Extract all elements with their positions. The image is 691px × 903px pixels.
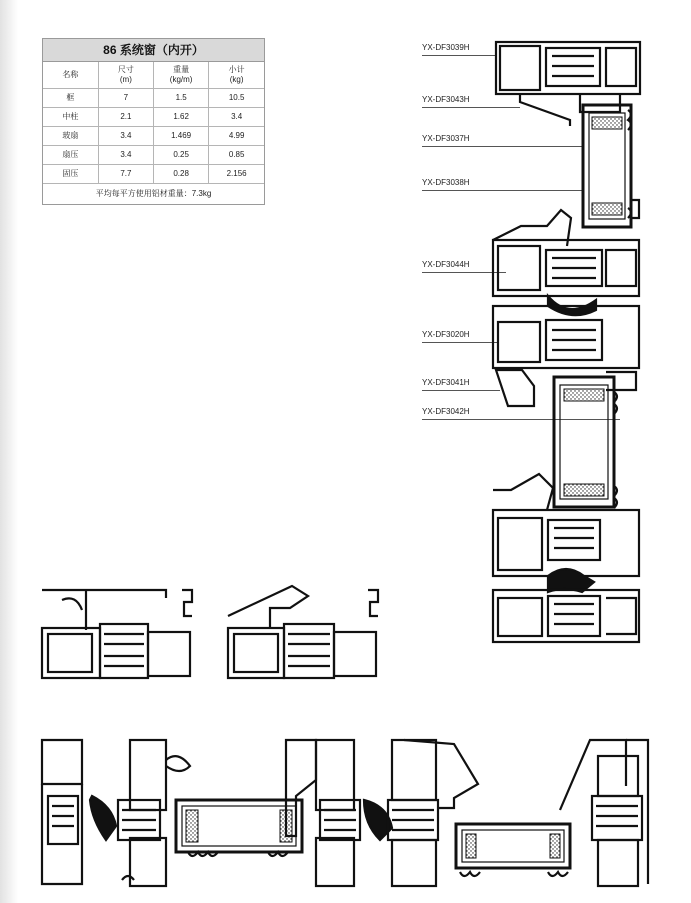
row-name: 玻扇 xyxy=(43,126,98,145)
row-size: 3.4 xyxy=(98,145,153,164)
horizontal-section-bottom-left xyxy=(42,740,316,886)
row-weight: 1.5 xyxy=(154,88,209,107)
row-subtotal: 10.5 xyxy=(209,88,264,107)
row-weight: 0.28 xyxy=(154,164,209,183)
row-name: 框 xyxy=(43,88,98,107)
profile-label-3043: YX-DF3043H xyxy=(422,95,470,104)
profile-label-3020: YX-DF3020H xyxy=(422,330,470,339)
row-name: 扇压 xyxy=(43,145,98,164)
row-subtotal: 4.99 xyxy=(209,126,264,145)
row-name: 中柱 xyxy=(43,107,98,126)
header-size: 尺寸 (m) xyxy=(98,62,153,88)
row-size: 2.1 xyxy=(98,107,153,126)
profile-label-3037: YX-DF3037H xyxy=(422,134,470,143)
header-subtotal: 小计 (kg) xyxy=(209,62,264,88)
header-name: 名称 xyxy=(43,62,98,88)
horizontal-section-bottom-right xyxy=(316,740,648,886)
row-name: 固压 xyxy=(43,164,98,183)
row-subtotal: 0.85 xyxy=(209,145,264,164)
row-weight: 0.25 xyxy=(154,145,209,164)
profile-label-3042: YX-DF3042H xyxy=(422,407,470,416)
row-size: 7.7 xyxy=(98,164,153,183)
row-weight: 1.469 xyxy=(154,126,209,145)
vertical-section-bottom xyxy=(493,377,639,642)
profile-label-3039: YX-DF3039H xyxy=(422,43,470,52)
row-size: 3.4 xyxy=(98,126,153,145)
average-weight-note: 平均每平方使用铝材重量：7.3kg xyxy=(43,183,264,204)
row-weight: 1.62 xyxy=(154,107,209,126)
profile-label-3038: YX-DF3038H xyxy=(422,178,470,187)
row-subtotal: 2.156 xyxy=(209,164,264,183)
vertical-section-top xyxy=(496,42,640,227)
row-size: 7 xyxy=(98,88,153,107)
header-weight: 重量 (kg/m) xyxy=(154,62,209,88)
profile-label-3044: YX-DF3044H xyxy=(422,260,470,269)
profile-label-3041: YX-DF3041H xyxy=(422,378,470,387)
spec-table-title: 86 系统窗（内开） xyxy=(43,39,264,62)
horizontal-section-b xyxy=(228,586,378,678)
row-subtotal: 3.4 xyxy=(209,107,264,126)
horizontal-section-a xyxy=(42,590,192,678)
